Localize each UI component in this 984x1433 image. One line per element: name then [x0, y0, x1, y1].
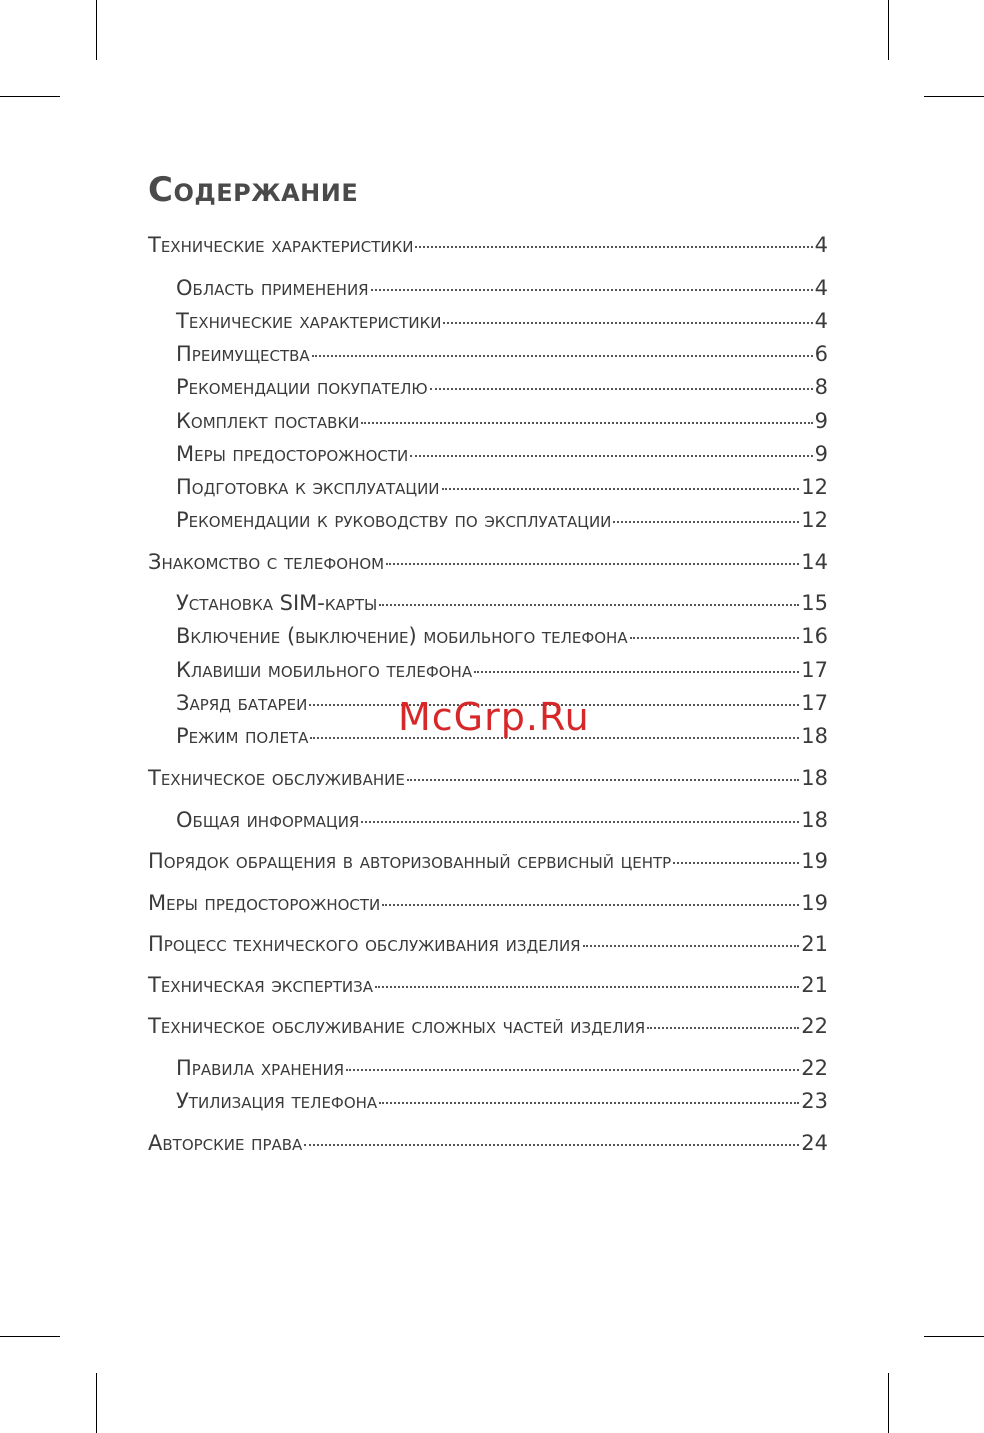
toc-entry[interactable]: [176, 475, 828, 499]
toc-entry-page: 19: [801, 891, 828, 915]
toc-entry[interactable]: [176, 409, 828, 433]
toc-leader-dots: [386, 563, 799, 565]
toc-entry-page: 24: [801, 1131, 828, 1155]
toc-entry-label: Рекомендации к руководству по эксплуатации: [176, 508, 612, 532]
toc-entry-label: Технические характеристики: [176, 309, 442, 333]
watermark: McGrp.Ru: [398, 695, 590, 739]
toc-entry-label: Режим полета: [176, 724, 309, 748]
toc-entry-label: Заряд батареи: [176, 691, 308, 715]
crop-mark: [888, 1373, 889, 1433]
toc-entry-page: 21: [801, 973, 828, 997]
toc-entry[interactable]: [176, 658, 828, 682]
toc-entry-page: 16: [801, 624, 828, 648]
toc-entry-page: 18: [801, 808, 828, 832]
toc-entry[interactable]: [148, 233, 828, 257]
toc-entry[interactable]: [176, 591, 828, 615]
toc-entry-page: 21: [801, 932, 828, 956]
toc-entry-page: 9: [814, 442, 828, 466]
toc-entry[interactable]: [176, 624, 828, 648]
page-title: Содержание: [148, 170, 359, 210]
toc-entry-page: 6: [814, 342, 828, 366]
toc-entry-label: Включение (выключение) мобильного телефона: [176, 624, 628, 648]
toc-entry-label: Утилизация телефона: [176, 1089, 378, 1113]
toc-leader-dots: [312, 355, 813, 357]
toc-leader-dots: [583, 945, 800, 947]
toc-leader-dots: [630, 637, 800, 639]
toc-leader-dots: [430, 388, 813, 390]
toc-leader-dots: [371, 289, 813, 291]
toc-entry[interactable]: [148, 766, 828, 790]
toc-entry-label: Преимущества: [176, 342, 310, 366]
toc-entry-label: Меры предосторожности: [148, 891, 381, 915]
toc-leader-dots: [379, 604, 799, 606]
toc-entry-label: Порядок обращения в авторизованный сервисный центр: [148, 849, 672, 873]
toc-leader-dots: [382, 904, 799, 906]
toc-entry-page: 22: [801, 1014, 828, 1038]
toc-entry-label: Меры предосторожности: [176, 442, 409, 466]
toc-leader-dots: [304, 1144, 799, 1146]
toc-entry[interactable]: [176, 442, 828, 466]
toc-leader-dots: [415, 246, 812, 248]
toc-leader-dots: [361, 821, 799, 823]
toc-entry[interactable]: [148, 849, 828, 873]
toc-entry[interactable]: [148, 550, 828, 574]
toc-entry-page: 18: [801, 766, 828, 790]
toc-entry-label: Технические характеристики: [148, 233, 414, 257]
toc-entry-page: 19: [801, 849, 828, 873]
toc-entry-label: Область применения: [176, 276, 369, 300]
toc-leader-dots: [375, 986, 799, 988]
toc-leader-dots: [407, 779, 799, 781]
toc-entry-label: Установка SIM-карты: [176, 591, 378, 615]
toc-entry[interactable]: [176, 1056, 828, 1080]
toc-leader-dots: [474, 671, 799, 673]
toc-entry-label: Техническое обслуживание сложных частей изделия: [148, 1014, 646, 1038]
toc-entry-label: Подготовка к эксплуатации: [176, 475, 440, 499]
crop-mark: [0, 96, 60, 97]
toc-entry-label: Комплект поставки: [176, 409, 360, 433]
toc-entry[interactable]: [176, 1089, 828, 1113]
crop-mark: [924, 96, 984, 97]
toc-entry-label: Техническая экспертиза: [148, 973, 373, 997]
toc-entry-page: 23: [801, 1089, 828, 1113]
toc-entry[interactable]: [176, 309, 828, 333]
toc-entry-page: 18: [801, 724, 828, 748]
toc-entry[interactable]: [148, 1014, 828, 1038]
toc-leader-dots: [410, 455, 812, 457]
toc-leader-dots: [443, 322, 812, 324]
toc-leader-dots: [673, 862, 799, 864]
toc-entry-label: Процесс технического обслуживания изделия: [148, 932, 581, 956]
crop-mark: [96, 1373, 97, 1433]
toc-entry-label: Техническое обслуживание: [148, 766, 405, 790]
crop-mark: [0, 1336, 60, 1337]
toc-entry[interactable]: [148, 973, 828, 997]
toc-leader-dots: [442, 488, 800, 490]
toc-entry-label: Правила хранения: [176, 1056, 345, 1080]
toc-entry-page: 17: [801, 658, 828, 682]
crop-mark: [924, 1336, 984, 1337]
toc-entry[interactable]: [148, 891, 828, 915]
toc-entry-page: 15: [801, 591, 828, 615]
toc-entry[interactable]: [176, 375, 828, 399]
toc-leader-dots: [361, 422, 812, 424]
toc-entry-page: 4: [814, 233, 828, 257]
crop-mark: [96, 0, 97, 60]
toc-leader-dots: [346, 1069, 799, 1071]
crop-mark: [888, 0, 889, 60]
toc-entry[interactable]: [176, 808, 828, 832]
toc-leader-dots: [379, 1102, 799, 1104]
toc-entry-page: 4: [814, 276, 828, 300]
toc-leader-dots: [613, 521, 799, 523]
toc-entry-page: 17: [801, 691, 828, 715]
toc-entry-label: Знакомство с телефоном: [148, 550, 385, 574]
toc-entry-label: Общая информация: [176, 808, 360, 832]
toc-entry[interactable]: [176, 276, 828, 300]
toc-entry[interactable]: [148, 1131, 828, 1155]
toc-entry-page: 8: [814, 375, 828, 399]
toc-entry-page: 14: [801, 550, 828, 574]
toc-entry-page: 12: [801, 475, 828, 499]
toc-entry[interactable]: [176, 508, 828, 532]
toc-entry[interactable]: [176, 342, 828, 366]
toc-entry-page: 9: [814, 409, 828, 433]
toc-entry[interactable]: [148, 932, 828, 956]
toc-leader-dots: [647, 1027, 799, 1029]
toc-entry-label: Рекомендации покупателю: [176, 375, 428, 399]
toc-entry-label: Клавиши мобильного телефона: [176, 658, 473, 682]
toc-entry-page: 12: [801, 508, 828, 532]
toc-entry-label: Авторские права: [148, 1131, 303, 1155]
toc-entry-page: 4: [814, 309, 828, 333]
toc-entry-page: 22: [801, 1056, 828, 1080]
